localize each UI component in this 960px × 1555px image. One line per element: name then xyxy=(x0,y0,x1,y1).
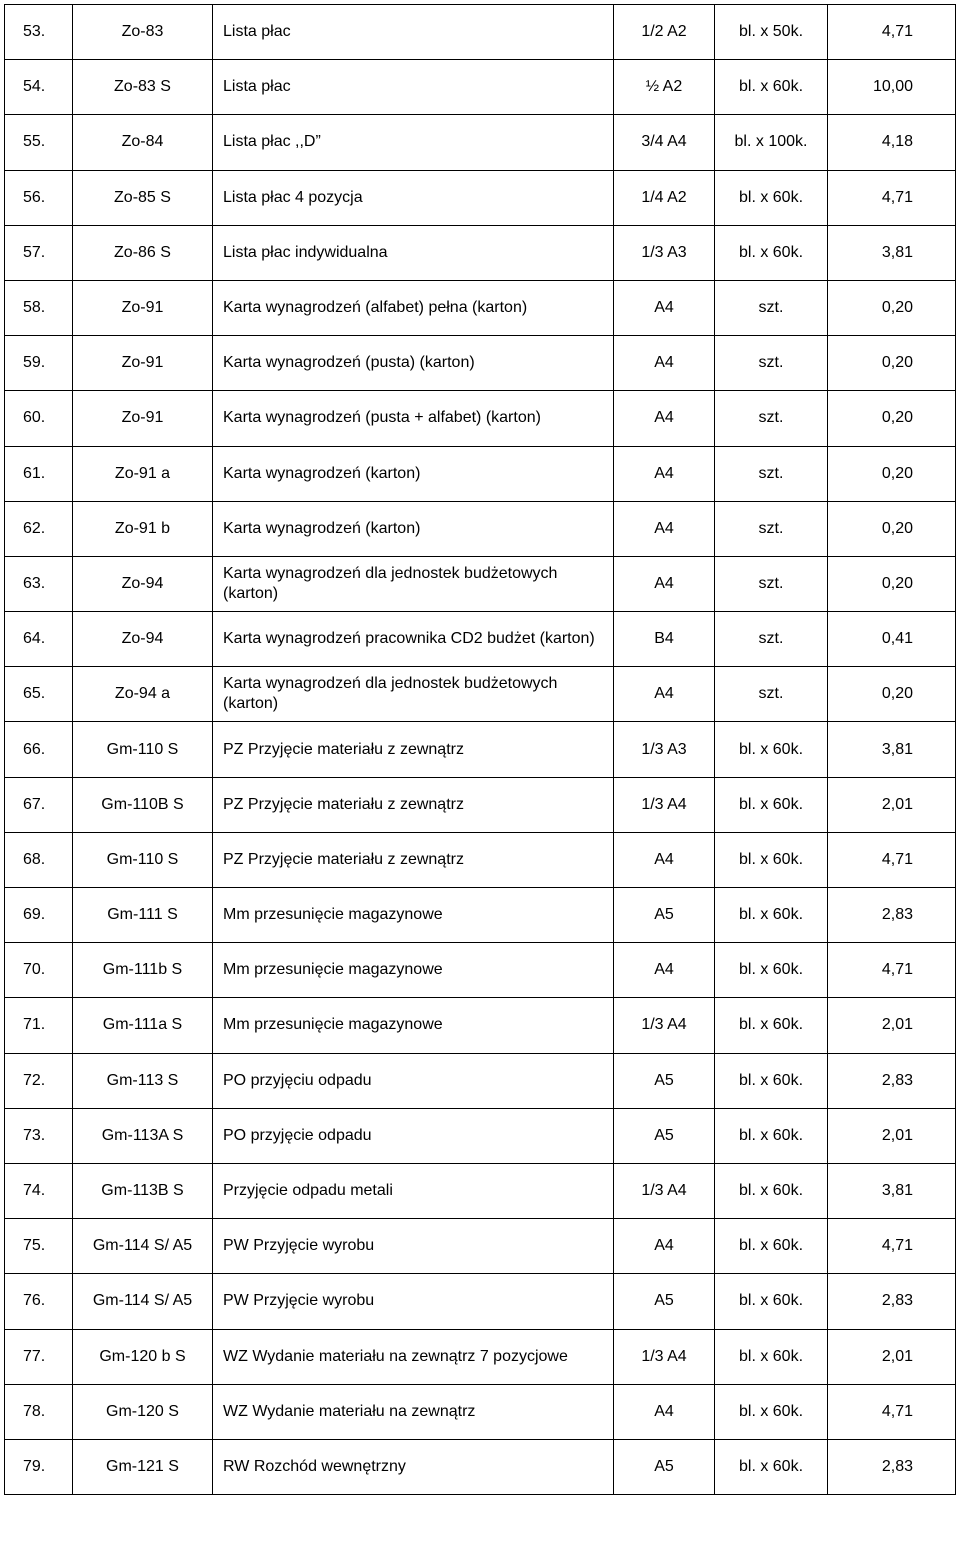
form-name: Mm przesunięcie magazynowe xyxy=(213,998,614,1053)
form-name: PO przyjęcie odpadu xyxy=(213,1108,614,1163)
paper-format: 1/3 A4 xyxy=(614,1163,715,1218)
paper-format: B4 xyxy=(614,612,715,667)
form-symbol: Zo-94 xyxy=(73,556,213,611)
row-number: 70. xyxy=(5,943,73,998)
unit-price: 2,83 xyxy=(828,1274,956,1329)
table-row xyxy=(5,336,956,391)
unit-price: 2,01 xyxy=(828,998,956,1053)
form-name: Przyjęcie odpadu metali xyxy=(213,1163,614,1218)
table-row xyxy=(5,60,956,115)
table-row xyxy=(5,1439,956,1494)
unit-price: 4,18 xyxy=(828,115,956,170)
unit-price: 0,20 xyxy=(828,336,956,391)
price-list-body xyxy=(5,5,956,1495)
row-number: 62. xyxy=(5,501,73,556)
table-row xyxy=(5,612,956,667)
unit-of-measure: szt. xyxy=(715,446,828,501)
form-symbol: Gm-120 b S xyxy=(73,1329,213,1384)
table-row xyxy=(5,722,956,777)
row-number: 67. xyxy=(5,777,73,832)
table-row xyxy=(5,556,956,611)
table-row xyxy=(5,501,956,556)
form-symbol: Zo-91 xyxy=(73,280,213,335)
form-name: Lista płac ,,D” xyxy=(213,115,614,170)
table-row xyxy=(5,777,956,832)
unit-of-measure: bl. x 60k. xyxy=(715,832,828,887)
paper-format: 1/3 A3 xyxy=(614,225,715,280)
form-symbol: Gm-111b S xyxy=(73,943,213,998)
table-row xyxy=(5,170,956,225)
table-row xyxy=(5,1329,956,1384)
table-row xyxy=(5,1274,956,1329)
unit-of-measure: szt. xyxy=(715,391,828,446)
unit-price: 2,01 xyxy=(828,1329,956,1384)
form-symbol: Gm-111a S xyxy=(73,998,213,1053)
unit-price: 10,00 xyxy=(828,60,956,115)
form-name: PO przyjęciu odpadu xyxy=(213,1053,614,1108)
row-number: 64. xyxy=(5,612,73,667)
unit-price: 2,01 xyxy=(828,1108,956,1163)
unit-of-measure: bl. x 60k. xyxy=(715,170,828,225)
table-row xyxy=(5,1108,956,1163)
table-row xyxy=(5,391,956,446)
form-name: WZ Wydanie materiału na zewnątrz xyxy=(213,1384,614,1439)
unit-of-measure: bl. x 60k. xyxy=(715,1108,828,1163)
row-number: 66. xyxy=(5,722,73,777)
row-number: 76. xyxy=(5,1274,73,1329)
unit-of-measure: szt. xyxy=(715,501,828,556)
unit-of-measure: bl. x 60k. xyxy=(715,60,828,115)
form-symbol: Gm-114 S/ A5 xyxy=(73,1219,213,1274)
unit-of-measure: bl. x 60k. xyxy=(715,998,828,1053)
form-name: Karta wynagrodzeń (karton) xyxy=(213,501,614,556)
unit-price: 2,83 xyxy=(828,888,956,943)
table-row xyxy=(5,998,956,1053)
table-row xyxy=(5,446,956,501)
paper-format: A4 xyxy=(614,280,715,335)
row-number: 71. xyxy=(5,998,73,1053)
form-name: PZ Przyjęcie materiału z zewnątrz xyxy=(213,777,614,832)
unit-of-measure: bl. x 60k. xyxy=(715,1384,828,1439)
paper-format: 1/4 A2 xyxy=(614,170,715,225)
unit-of-measure: bl. x 50k. xyxy=(715,5,828,60)
form-symbol: Gm-110 S xyxy=(73,722,213,777)
unit-price: 4,71 xyxy=(828,5,956,60)
row-number: 75. xyxy=(5,1219,73,1274)
paper-format: A4 xyxy=(614,1219,715,1274)
row-number: 55. xyxy=(5,115,73,170)
unit-price: 4,71 xyxy=(828,832,956,887)
form-symbol: Zo-83 S xyxy=(73,60,213,115)
row-number: 63. xyxy=(5,556,73,611)
row-number: 58. xyxy=(5,280,73,335)
paper-format: 3/4 A4 xyxy=(614,115,715,170)
form-name: PW Przyjęcie wyrobu xyxy=(213,1219,614,1274)
form-name: Lista płac xyxy=(213,5,614,60)
unit-of-measure: bl. x 60k. xyxy=(715,722,828,777)
row-number: 72. xyxy=(5,1053,73,1108)
paper-format: 1/2 A2 xyxy=(614,5,715,60)
unit-of-measure: bl. x 60k. xyxy=(715,225,828,280)
form-symbol: Gm-113B S xyxy=(73,1163,213,1218)
paper-format: A4 xyxy=(614,446,715,501)
row-number: 61. xyxy=(5,446,73,501)
unit-price: 4,71 xyxy=(828,170,956,225)
row-number: 53. xyxy=(5,5,73,60)
paper-format: A4 xyxy=(614,501,715,556)
paper-format: A5 xyxy=(614,1108,715,1163)
row-number: 79. xyxy=(5,1439,73,1494)
paper-format: A5 xyxy=(614,1439,715,1494)
unit-of-measure: szt. xyxy=(715,280,828,335)
row-number: 68. xyxy=(5,832,73,887)
unit-price: 3,81 xyxy=(828,1163,956,1218)
unit-of-measure: bl. x 100k. xyxy=(715,115,828,170)
paper-format: A4 xyxy=(614,667,715,722)
unit-of-measure: bl. x 60k. xyxy=(715,777,828,832)
row-number: 77. xyxy=(5,1329,73,1384)
unit-price: 0,20 xyxy=(828,556,956,611)
unit-price: 4,71 xyxy=(828,1219,956,1274)
paper-format: A4 xyxy=(614,1384,715,1439)
form-name: Karta wynagrodzeń dla jednostek budżetowych (karton) xyxy=(213,556,614,611)
unit-price: 2,83 xyxy=(828,1053,956,1108)
row-number: 65. xyxy=(5,667,73,722)
form-symbol: Zo-91 xyxy=(73,336,213,391)
form-symbol: Zo-85 S xyxy=(73,170,213,225)
unit-of-measure: szt. xyxy=(715,667,828,722)
table-row xyxy=(5,943,956,998)
unit-of-measure: szt. xyxy=(715,556,828,611)
paper-format: 1/3 A4 xyxy=(614,777,715,832)
paper-format: A4 xyxy=(614,391,715,446)
form-symbol: Gm-111 S xyxy=(73,888,213,943)
table-row xyxy=(5,1384,956,1439)
form-name: Karta wynagrodzeń pracownika CD2 budżet (karton) xyxy=(213,612,614,667)
paper-format: A4 xyxy=(614,943,715,998)
row-number: 56. xyxy=(5,170,73,225)
form-name: Karta wynagrodzeń (alfabet) pełna (karton) xyxy=(213,280,614,335)
table-row xyxy=(5,5,956,60)
form-symbol: Zo-91 xyxy=(73,391,213,446)
unit-price: 4,71 xyxy=(828,1384,956,1439)
unit-of-measure: bl. x 60k. xyxy=(715,1163,828,1218)
form-symbol: Gm-121 S xyxy=(73,1439,213,1494)
form-symbol: Gm-110 S xyxy=(73,832,213,887)
row-number: 57. xyxy=(5,225,73,280)
form-name: Karta wynagrodzeń (karton) xyxy=(213,446,614,501)
form-name: Lista płac indywidualna xyxy=(213,225,614,280)
unit-price: 3,81 xyxy=(828,225,956,280)
unit-price: 3,81 xyxy=(828,722,956,777)
table-row xyxy=(5,667,956,722)
paper-format: 1/3 A3 xyxy=(614,722,715,777)
form-name: PZ Przyjęcie materiału z zewnątrz xyxy=(213,832,614,887)
table-row xyxy=(5,225,956,280)
form-name: Karta wynagrodzeń dla jednostek budżetowych (karton) xyxy=(213,667,614,722)
form-symbol: Gm-110B S xyxy=(73,777,213,832)
unit-of-measure: bl. x 60k. xyxy=(715,1439,828,1494)
unit-price: 0,20 xyxy=(828,280,956,335)
form-name: Mm przesunięcie magazynowe xyxy=(213,943,614,998)
unit-of-measure: szt. xyxy=(715,612,828,667)
form-symbol: Zo-91 a xyxy=(73,446,213,501)
form-symbol: Gm-113A S xyxy=(73,1108,213,1163)
paper-format: A4 xyxy=(614,336,715,391)
row-number: 60. xyxy=(5,391,73,446)
paper-format: A5 xyxy=(614,888,715,943)
unit-price: 0,20 xyxy=(828,501,956,556)
row-number: 59. xyxy=(5,336,73,391)
form-symbol: Zo-94 a xyxy=(73,667,213,722)
form-symbol: Gm-114 S/ A5 xyxy=(73,1274,213,1329)
table-row xyxy=(5,832,956,887)
form-name: RW Rozchód wewnętrzny xyxy=(213,1439,614,1494)
paper-format: ½ A2 xyxy=(614,60,715,115)
form-name: Lista płac 4 pozycja xyxy=(213,170,614,225)
unit-price: 0,20 xyxy=(828,446,956,501)
unit-price: 2,83 xyxy=(828,1439,956,1494)
unit-price: 0,20 xyxy=(828,667,956,722)
form-name: Mm przesunięcie magazynowe xyxy=(213,888,614,943)
form-name: Karta wynagrodzeń (pusta) (karton) xyxy=(213,336,614,391)
unit-price: 4,71 xyxy=(828,943,956,998)
row-number: 54. xyxy=(5,60,73,115)
unit-of-measure: bl. x 60k. xyxy=(715,888,828,943)
row-number: 78. xyxy=(5,1384,73,1439)
unit-of-measure: bl. x 60k. xyxy=(715,1219,828,1274)
form-symbol: Gm-120 S xyxy=(73,1384,213,1439)
table-row xyxy=(5,280,956,335)
form-name: PW Przyjęcie wyrobu xyxy=(213,1274,614,1329)
unit-price: 0,20 xyxy=(828,391,956,446)
paper-format: A4 xyxy=(614,832,715,887)
unit-of-measure: bl. x 60k. xyxy=(715,943,828,998)
paper-format: A5 xyxy=(614,1053,715,1108)
form-symbol: Zo-91 b xyxy=(73,501,213,556)
table-row xyxy=(5,888,956,943)
table-row xyxy=(5,1163,956,1218)
row-number: 74. xyxy=(5,1163,73,1218)
form-symbol: Zo-94 xyxy=(73,612,213,667)
paper-format: A5 xyxy=(614,1274,715,1329)
form-name: Karta wynagrodzeń (pusta + alfabet) (karton) xyxy=(213,391,614,446)
unit-price: 2,01 xyxy=(828,777,956,832)
paper-format: 1/3 A4 xyxy=(614,998,715,1053)
table-row xyxy=(5,1219,956,1274)
table-row xyxy=(5,115,956,170)
unit-of-measure: szt. xyxy=(715,336,828,391)
form-name: Lista płac xyxy=(213,60,614,115)
form-symbol: Zo-83 xyxy=(73,5,213,60)
row-number: 73. xyxy=(5,1108,73,1163)
unit-price: 0,41 xyxy=(828,612,956,667)
paper-format: 1/3 A4 xyxy=(614,1329,715,1384)
form-symbol: Gm-113 S xyxy=(73,1053,213,1108)
form-symbol: Zo-86 S xyxy=(73,225,213,280)
table-row xyxy=(5,1053,956,1108)
unit-of-measure: bl. x 60k. xyxy=(715,1053,828,1108)
row-number: 69. xyxy=(5,888,73,943)
unit-of-measure: bl. x 60k. xyxy=(715,1329,828,1384)
form-symbol: Zo-84 xyxy=(73,115,213,170)
unit-of-measure: bl. x 60k. xyxy=(715,1274,828,1329)
paper-format: A4 xyxy=(614,556,715,611)
form-name: WZ Wydanie materiału na zewnątrz 7 pozycjowe xyxy=(213,1329,614,1384)
price-list-table xyxy=(4,4,956,1495)
form-name: PZ Przyjęcie materiału z zewnątrz xyxy=(213,722,614,777)
